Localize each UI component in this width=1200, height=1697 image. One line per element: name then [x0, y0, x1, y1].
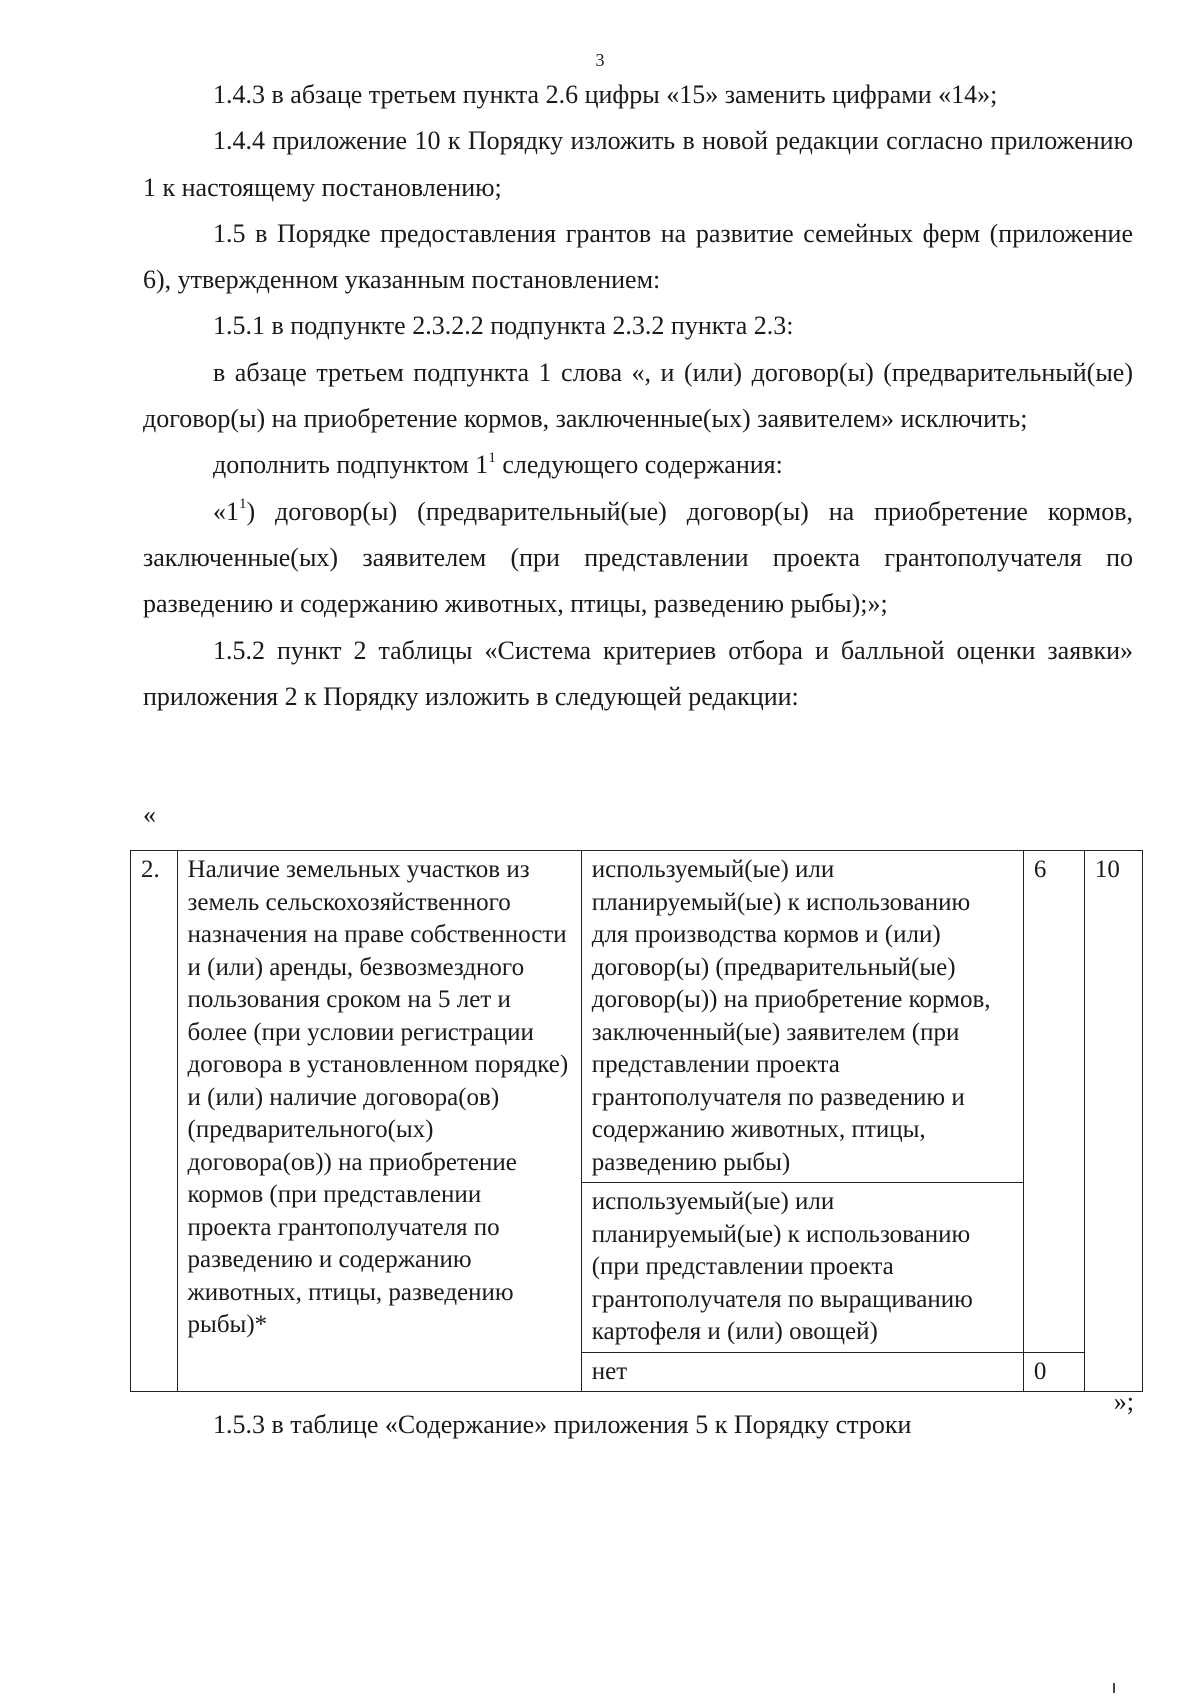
document-body-continued	[143, 1402, 1133, 1448]
paragraph-1-5-3: 1.5.3 в таблице «Содержание» приложения 5 к Порядку строки	[213, 1410, 912, 1439]
paragraph-abzac-tretiy: в абзаце третьем подпункта 1 слова «, и (или) договор(ы) (предварительный(ые) договор(ы) на приобретение кормов, заключенные(ых) заявителем» исключить;	[143, 357, 1133, 434]
paragraph-podpunkt-end: ) договор(ы) (предварительный(ые) договор(ы) на приобретение кормов, заключенные(ых) заявителем (при представлении проекта грантополучателя по разведению и содержанию животных, птицы, разведению рыбы);»;	[143, 496, 1133, 619]
option-value-cell: нет	[581, 1352, 1023, 1392]
max-score-cell: 10	[1084, 851, 1142, 1392]
paragraph-1-4-3: 1.4.3 в абзаце третьем пункта 2.6 цифры «15» заменить цифрами «14»;	[213, 80, 998, 109]
superscript-mark: 1	[239, 496, 247, 513]
superscript-mark: 1	[488, 449, 496, 466]
option-score-cell: 6	[1023, 851, 1084, 1353]
paragraph-1-4-4: 1.4.4 приложение 10 к Порядку изложить в новой редакции согласно приложению 1 к настоящему постановлению;	[143, 126, 1133, 202]
close-quote: »;	[1113, 1387, 1134, 1416]
paragraph-podpunkt-start: «1	[213, 496, 239, 526]
option-value-cell: используемый(ые) или планируемый(ые) к использованию (при представлении проекта грантополучателя по выращиванию картофеля и (или) овощей)	[581, 1183, 1023, 1353]
paragraph-dopolnit-end: следующего содержания:	[495, 450, 783, 480]
paragraph-dopolnit-start: дополнить подпунктом 1	[213, 450, 489, 480]
open-quote: «	[143, 800, 156, 829]
criterion-cell: Наличие земельных участков из земель сельскохозяйственного назначения на праве собственности и (или) аренды, безвозмездного пользования сроком на 5 лет и более (при условии регистрации договора в установленном порядке) и (или) наличие договора(ов) (предварительного(ых) договора(ов)) на приобретение кормов (при представлении проекта грантополучателя по разведению и содержанию животных, птицы, разведению рыбы)*	[177, 851, 581, 1392]
paragraph-dopolnit	[143, 442, 1133, 488]
page-number: 3	[595, 50, 605, 70]
option-score-cell: 0	[1023, 1352, 1084, 1392]
option-value-cell: используемый(ые) или планируемый(ые) к использованию для производства кормов и (или) договор(ы) (предварительный(ые) договор(ы)) на приобретение кормов, заключенный(ые) заявителем (при представлении проекта грантополучателя по разведению и содержанию животных, птицы, разведению рыбы)	[581, 851, 1023, 1183]
paragraph-1-5-2: 1.5.2 пункт 2 таблицы «Система критериев отбора и балльной оценки заявки» приложения 2 к Порядку изложить в следующей редакции:	[143, 635, 1133, 711]
scan-mark	[1113, 1683, 1115, 1693]
criteria-table	[130, 850, 1143, 1392]
paragraph-1-5-1: 1.5.1 в подпункте 2.3.2.2 подпункта 2.3.2 пункта 2.3:	[213, 311, 794, 341]
row-number-cell: 2.	[131, 851, 178, 1392]
document-body	[143, 72, 1133, 720]
paragraph-1-5: 1.5 в Порядке предоставления грантов на развитие семейных ферм (приложение 6), утвержденном указанным постановлением:	[143, 218, 1133, 295]
paragraph-podpunkt-1-1	[143, 489, 1133, 628]
table-row	[131, 851, 1143, 1183]
